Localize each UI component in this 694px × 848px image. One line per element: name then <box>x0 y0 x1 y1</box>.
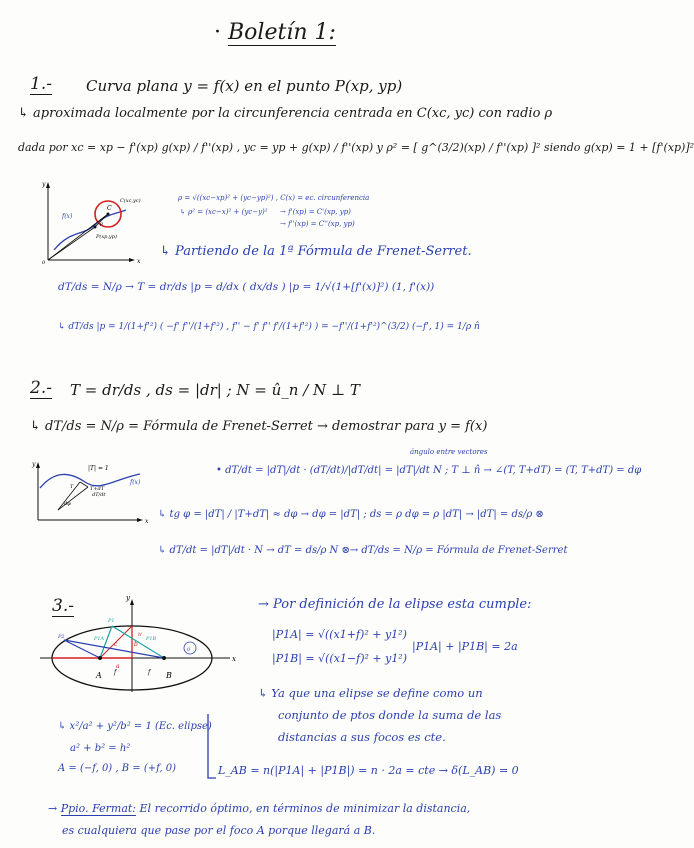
section-2-number: 2.- <box>30 378 52 398</box>
s2-equation-1: • dT/dt = |dT|/dt · (dT/dt)/|dT/dt| = |dT|/dt N ; T ⊥ n̂ → ∠(T, T+dT) = (T, T+dT) = dφ <box>216 465 642 476</box>
label-A: A <box>96 671 102 680</box>
x-arrow <box>129 258 135 262</box>
ellipse-definition: → Por definición de la elipse esta cumple: <box>258 597 532 612</box>
label-phi: dφ <box>64 501 71 507</box>
section-1-heading: Curva plana y = f(x) en el punto P(xp, yp) <box>86 77 403 95</box>
section-1-number: 1.- <box>30 74 52 94</box>
page-title: · Boletín 1: <box>214 20 336 45</box>
label-b2: b' <box>138 632 143 638</box>
label-B: B <box>166 671 172 680</box>
label-f2: f <box>148 669 151 676</box>
note-1: ρ = √((xc−xp)² + (yc−yp)²) , C(x) = ec. circunferencia <box>178 194 370 202</box>
label-cc: C(xc,yc) <box>120 198 141 204</box>
focus-a <box>98 656 102 660</box>
ellipse-explanation-2: conjunto de ptos donde la suma de las <box>278 708 502 722</box>
label-y: y <box>32 461 36 468</box>
label-f1: f <box>114 669 117 676</box>
fermat-line-2: es cualquiera que pase por el foco A porque llegará a B. <box>62 824 376 837</box>
ellipse-equation: ↳ x²/a² + y²/b² = 1 (Ec. elipse) <box>58 721 212 732</box>
note-3: → f'(xp) = C'(xp, yp) <box>280 208 351 216</box>
label-origin: 0 <box>187 647 191 653</box>
y-arrow <box>46 182 50 188</box>
label-p2: P2 <box>58 634 65 640</box>
section-1-line1: ↳ aproximada localmente por la circunferencia centrada en C(xc, yc) con radio ρ <box>18 106 553 121</box>
ray-p1a <box>100 626 112 658</box>
label-dt: T+dT <box>90 486 105 492</box>
section-1-line2: dada por xc = xp − f'(xp) g(xp) / f''(xp) , yc = yp + g(xp) / f''(xp) y ρ² = [ g^(3/2)(xp) / f''(xp) ]² siendo g(xp) = 1 + [f'(xp)]² <box>18 141 694 154</box>
label-origin: 0 <box>42 260 46 266</box>
figure-tangent-vectors <box>30 460 155 525</box>
s2-equation-2: ↳ tg φ = |dT| / |T+dT| ≈ dφ → dφ = |dT| ; ds = ρ dφ = ρ |dT| → |dT| = ds/ρ ⊗ <box>158 509 544 520</box>
focus-b <box>162 656 166 660</box>
foci-coordinates: A = (−f, 0) , B = (+f, 0) <box>58 763 177 774</box>
label-t1: |T| = 1 <box>88 465 109 472</box>
title-text: Boletín 1: <box>228 20 336 45</box>
label-fx: f(x) <box>130 479 141 486</box>
label-rho: ρ <box>100 221 103 227</box>
fermat-line: → Ppio. Fermat: El recorrido óptimo, en términos de minimizar la distancia, <box>48 802 471 815</box>
s2-equation-3: ↳ dT/dt = |dT|/dt · N → dT = ds/ρ N ⊗→ dT/ds = N/ρ = Fórmula de Frenet-Serret <box>158 545 568 556</box>
angle-note: ángulo entre vectores <box>410 448 488 456</box>
center-point <box>107 213 110 216</box>
label-y: y <box>126 594 130 602</box>
pythagoras: a² + b² = h² <box>70 743 131 754</box>
equation-1: dT/ds = N/ρ → T = dr/ds |p = d/dx ( dx/ds ) |p = 1/√(1+[f'(x)]²) (1, f'(x)) <box>58 281 435 293</box>
label-t: T <box>70 484 74 490</box>
label-x: x <box>137 258 141 265</box>
label-pb: P1B <box>146 636 157 642</box>
tangent-point <box>94 226 97 229</box>
distance-p1b: |P1B| = √((x1−f)² + y1²) <box>272 652 408 665</box>
optical-path: L_AB = n(|P1A| + |P1B|) = n · 2a = cte → δ(L_AB) = 0 <box>218 764 519 777</box>
label-c: c <box>114 641 118 648</box>
x-arrow <box>137 518 143 522</box>
note-4: → f''(xp) = C''(xp, yp) <box>280 220 355 228</box>
label-x: x <box>145 518 149 525</box>
y-arrow <box>36 462 40 468</box>
label-x: x <box>232 655 236 663</box>
label-fx: f(x) <box>62 213 73 220</box>
distance-sum: |P1A| + |P1B| = 2a <box>412 640 518 653</box>
section-2-frenet: ↳ dT/ds = N/ρ = Fórmula de Frenet-Serret → demostrar para y = f(x) <box>30 419 488 434</box>
note-2: ↳ ρ² = (xc−x)² + (yc−y)² <box>180 208 268 216</box>
label-a: a <box>116 663 120 670</box>
label-pa: P1A <box>94 636 105 642</box>
section-2-definition: T = dr/ds , ds = |dr| ; N = û_n / N ⊥ T <box>70 381 360 399</box>
label-y: y <box>42 181 46 188</box>
distance-p1a: |P1A| = √((x1+f)² + y1²) <box>272 628 407 641</box>
label-b: b <box>134 641 138 648</box>
label-ang: dT/dt <box>92 492 106 498</box>
bracket-line <box>208 714 216 778</box>
equation-2: ↳ dT/ds |p = 1/(1+f'²) ( −f' f''/(1+f'²) , f'' − f' f'' f'/(1+f'²) ) = −f''/(1+f'²)^(3/2) (−f', 1) = 1/ρ n̂ <box>58 322 480 332</box>
label-p: P(xp,yp) <box>96 234 117 240</box>
ellipse-explanation-3: distancias a sus focos es cte. <box>278 730 446 744</box>
label-p1: P1 <box>108 618 115 624</box>
frenet-intro: ↳ Partiendo de la 1ª Fórmula de Frenet-Serret. <box>160 244 472 259</box>
section-3-number: 3.- <box>52 596 74 616</box>
y-arrow <box>130 599 134 605</box>
ellipse-explanation-1: ↳ Ya que una elipse se define como un <box>258 686 483 700</box>
figure-curve-circle <box>40 180 150 265</box>
label-c: C <box>107 205 112 212</box>
figure-ellipse <box>30 596 240 696</box>
fermat-label: Ppio. Fermat: <box>60 802 137 815</box>
fermat-text: El recorrido óptimo, en términos de minimizar la distancia, <box>139 802 471 815</box>
bracket <box>204 712 218 782</box>
